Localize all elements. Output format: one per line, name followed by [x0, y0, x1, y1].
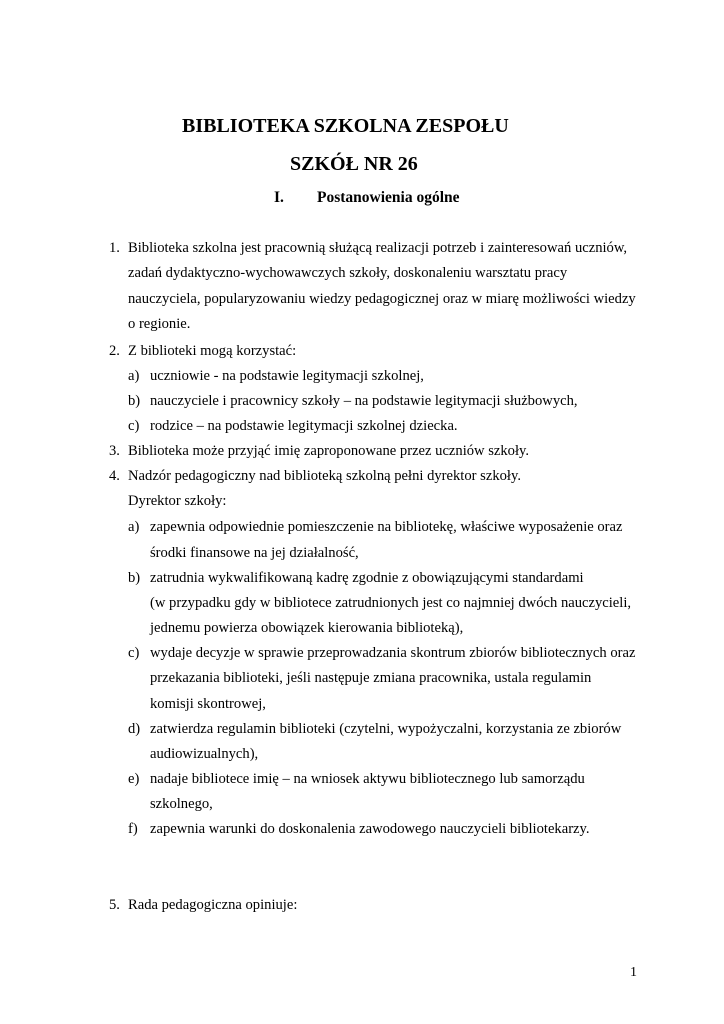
- item-1-number: 1.: [109, 240, 120, 256]
- item-4d-text: zatwierdza regulamin biblioteki (czytelni, wypożyczalni, korzystania ze zbiorów: [150, 721, 622, 737]
- item-3-number: 3.: [109, 443, 120, 459]
- item-4-line: Nadzór pedagogiczny nad biblioteką szkolną pełni dyrektor szkoły.: [128, 468, 521, 484]
- item-2a-text: uczniowie - na podstawie legitymacji szkolnej,: [150, 368, 424, 384]
- item-4c-text: wydaje decyzje w sprawie przeprowadzania skontrum zbiorów bibliotecznych oraz: [150, 645, 636, 661]
- item-4b-text: jednemu powierza obowiązek kierowania biblioteką),: [150, 620, 464, 636]
- item-4f-text: zapewnia warunki do doskonalenia zawodowego nauczycieli bibliotekarzy.: [150, 821, 590, 837]
- item-4d-text: audiowizualnych),: [150, 746, 259, 762]
- item-2c-letter: c): [128, 418, 140, 434]
- section-number: I.: [274, 189, 284, 206]
- item-2b-text: nauczyciele i pracownicy szkoły – na podstawie legitymacji służbowych,: [150, 393, 578, 409]
- item-4-line: Dyrektor szkoły:: [128, 493, 227, 509]
- item-3-line: Biblioteka może przyjąć imię zaproponowane przez uczniów szkoły.: [128, 443, 530, 459]
- item-4b-text: zatrudnia wykwalifikowaną kadrę zgodnie z obowiązującymi standardami: [150, 570, 584, 586]
- item-1-line: o regionie.: [128, 316, 191, 332]
- item-4a-letter: a): [128, 519, 140, 535]
- item-4c-text: przekazania biblioteki, jeśli następuje zmiana pracownika, ustala regulamin: [150, 670, 592, 686]
- title-line-1: BIBLIOTEKA SZKOLNA ZESPOŁU: [182, 115, 509, 137]
- title-line-2: SZKÓŁ NR 26: [290, 153, 418, 175]
- item-1-line: nauczyciela, popularyzowaniu wiedzy pedagogicznej oraz w miarę możliwości wiedzy: [128, 291, 636, 307]
- item-4e-text: nadaje bibliotece imię – na wniosek aktywu bibliotecznego lub samorządu: [150, 771, 585, 787]
- item-1-line: Biblioteka szkolna jest pracownią służącą realizacji potrzeb i zainteresowań uczniów,: [128, 240, 628, 256]
- item-4e-text: szkolnego,: [150, 796, 213, 812]
- item-4c-letter: c): [128, 645, 140, 661]
- item-4e-letter: e): [128, 771, 140, 787]
- item-2c-text: rodzice – na podstawie legitymacji szkolnej dziecka.: [150, 418, 458, 434]
- item-2b-letter: b): [128, 393, 141, 409]
- item-2a-letter: a): [128, 368, 140, 384]
- item-1-line: zadań dydaktyczno-wychowawczych szkoły, doskonaleniu warsztatu pracy: [128, 265, 568, 281]
- item-4b-text: (w przypadku gdy w bibliotece zatrudnionych jest co najmniej dwóch nauczycieli,: [150, 595, 632, 611]
- item-5-number: 5.: [109, 897, 120, 913]
- item-4d-letter: d): [128, 721, 141, 737]
- item-2-line: Z biblioteki mogą korzystać:: [128, 343, 297, 359]
- item-4-number: 4.: [109, 468, 120, 484]
- section-heading: Postanowienia ogólne: [317, 189, 460, 206]
- item-2-number: 2.: [109, 343, 120, 359]
- item-4b-letter: b): [128, 570, 141, 586]
- item-5-line: Rada pedagogiczna opiniuje:: [128, 897, 298, 913]
- item-4c-text: komisji skontrowej,: [150, 696, 266, 712]
- item-4f-letter: f): [128, 821, 138, 837]
- item-4a-text: zapewnia odpowiednie pomieszczenie na bibliotekę, właściwe wyposażenie oraz: [150, 519, 623, 535]
- item-4a-text: środki finansowe na jej działalność,: [150, 545, 359, 561]
- page-number: 1: [630, 965, 637, 980]
